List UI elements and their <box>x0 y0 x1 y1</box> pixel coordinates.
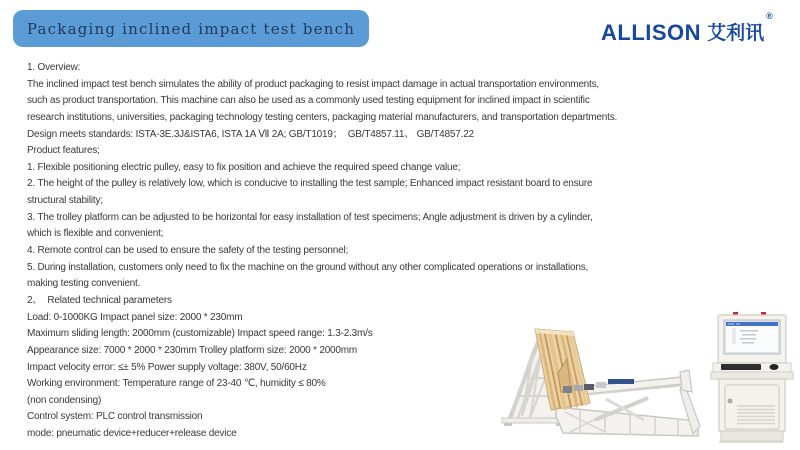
parameter-line: Control system: PLC control transmission <box>27 411 203 423</box>
parameter-line: (non condensing) <box>27 394 102 406</box>
parameter-line: Load: 0-1000KG Impact panel size: 2000 * 230mm <box>27 311 243 323</box>
brand-logo-latin: ALLISON <box>601 20 702 45</box>
parameters-heading: 2、 Related technical parameters <box>27 294 172 306</box>
standards-line: Design meets standards: ISTA-3E.3J&ISTA6, ISTA 1A Ⅶ 2A; GB/T1019； GB/T4857.11、 GB/T4857.22 <box>27 128 474 140</box>
track-end-bracket <box>680 370 692 392</box>
parameter-line: Working environment: Temperature range of 23-40 ℃, humidity ≤ 80% <box>27 378 326 390</box>
screen-titlebar-segment <box>728 323 734 325</box>
keyboard <box>721 364 761 370</box>
shelf-slide-lip <box>711 372 793 379</box>
control-cabinet-photo <box>711 312 793 443</box>
parameter-line: Impact velocity error: ≤± 5% Power supply voltage: 380V, 50/60Hz <box>27 361 307 373</box>
feature-item: 5. During installation, customers only need to fix the machine on the ground without any other complicated operations or installations, <box>27 261 589 273</box>
body-line: such as product transportation. This machine can also be used as a commonly used testing equipment for inclined impact in scientific <box>27 95 590 107</box>
features-heading: Product features; <box>27 145 100 157</box>
body-line: research institutions, universities, packaging technology testing centers, packaging material manufacturers, and transportation departments. <box>27 111 618 123</box>
test-bench-machine-photo <box>502 329 700 436</box>
feature-item: making testing convenient. <box>27 278 141 290</box>
page-title: Packaging inclined impact test bench <box>26 19 356 38</box>
brand-logo <box>601 11 791 49</box>
title-banner <box>13 10 369 47</box>
parameter-line: Appearance size: 7000 * 2000 * 230mm Trolley platform size: 2000 * 2000mm <box>27 344 358 356</box>
parameter-line: mode: pneumatic device+reducer+release device <box>27 428 237 440</box>
overview-heading: 1. Overview: <box>27 62 81 73</box>
body-line: The inclined impact test bench simulates the ability of product packaging to resist impact damage in actual transportation environments, <box>27 78 600 90</box>
feature-item: 4. Remote control can be used to ensure the safety of the testing personnel; <box>27 245 349 257</box>
parameter-line: Maximum sliding length: 2000mm (customizable) Impact speed range: 1.3-2.3m/s <box>27 328 373 340</box>
screen-titlebar-segment <box>736 323 740 325</box>
feature-item: 2. The height of the pulley is relatively low, which is conducive to installing the test sample; Enhanced impact resistant board to ensure <box>27 178 593 190</box>
feature-item: which is flexible and convenient; <box>27 228 164 240</box>
mouse <box>770 364 779 370</box>
feature-item: 1. Flexible positioning electric pulley, easy to fix position and achieve the required speed change value; <box>27 161 461 173</box>
truss-foot <box>504 423 512 426</box>
cabinet-plinth <box>721 431 783 441</box>
feature-item: 3. The trolley platform can be adjusted to be horizontal for easy installation of test specimens; Angle adjustment is driven by a cylinder, <box>27 211 593 223</box>
brand-logo-cjk: 艾利讯 <box>707 22 765 44</box>
registered-trademark-icon: ® <box>766 11 773 21</box>
door-lock <box>728 399 732 403</box>
feature-item: structural stability; <box>27 195 103 207</box>
product-photos <box>430 300 800 450</box>
product-photos-svg <box>430 300 800 450</box>
